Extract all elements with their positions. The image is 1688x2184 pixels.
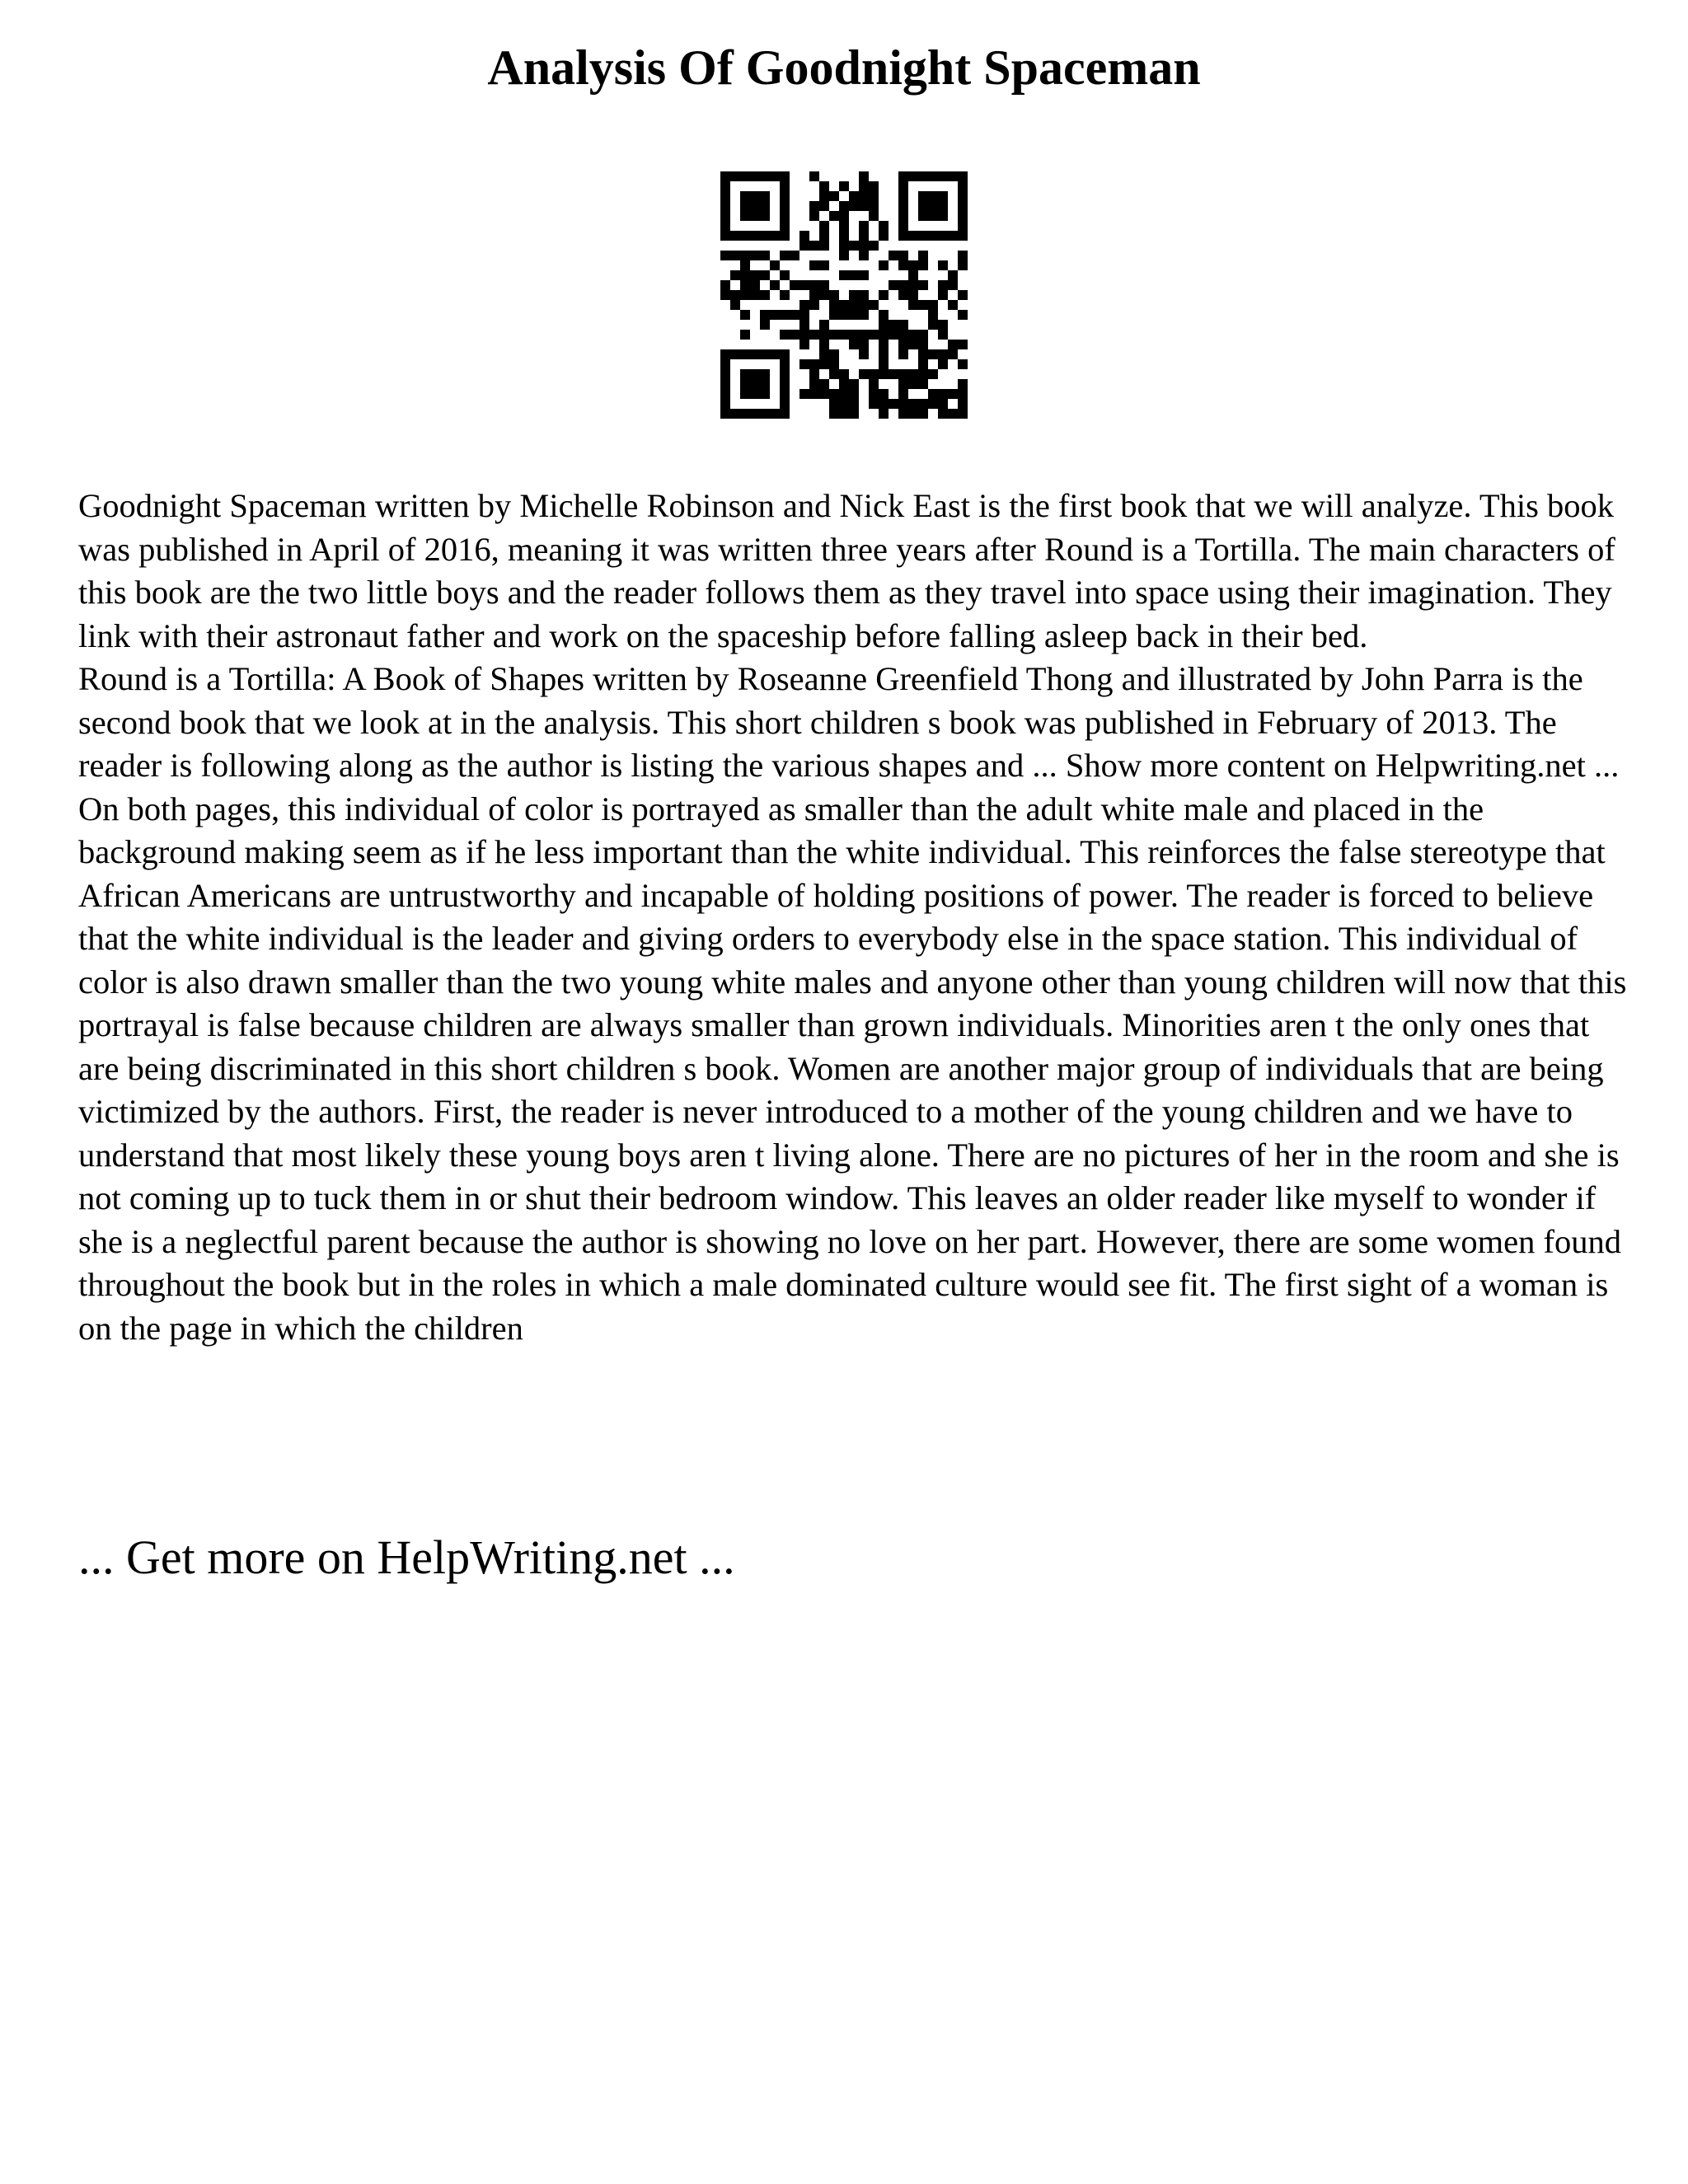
qr-code-icon [720,171,968,419]
page-title: Analysis Of Goodnight Spaceman [487,40,1201,95]
paragraph-second-book: Round is a Tortilla: A Book of Shapes written by Roseanne Greenfield Thong and illustrated by John Parra is the second book that we look at in the analysis. This short children s book was published in February of 2013. The reader is following along as the author is listing the various shapes and ... Show more content on Helpwriting.net ... [78,660,1620,784]
paragraph-analysis: On both pages, this individual of color is portrayed as smaller than the adult white male and placed in the background making seem as if he less important than the white individual. This reinforces the false stereotype that African Americans are untrustworthy and incapable of holding positions of power. The reader is forced to believe that the white individual is the leader and giving orders to everybody else in the space station. This individual of color is also drawn smaller than the two young white males and anyone other than young children will now that this portrayal is false because children are always smaller than grown individuals. Minorities aren t the only ones that are being discriminated in this short children s book. Women are another major group of individuals that are being victimized by the authors. First, the reader is never introduced to a mother of the young children and we have to understand that most likely these young boys aren t living alone. There are no pictures of her in the room and she is not coming up to tuck them in or shut their bedroom window. This leaves an older reader like myself to wonder if she is a neglectful parent because the author is showing no love on her part. However, there are some women found throughout the book but in the roles in which a male dominated culture would see fit. The first sight of a woman is on the page in which the children [78,790,1627,1347]
paragraph-intro: Goodnight Spaceman written by Michelle Robinson and Nick East is the first book that we will analyze. This book was published in April of 2016, meaning it was written three years after Round is a Tortilla. The main characters of this book are the two little boys and the reader follows them as they travel into space using their imagination. They link with their astronaut father and work on the spaceship before falling asleep back in their bed. [78,487,1615,654]
article-body [78,485,1628,1350]
get-more-link[interactable]: ... Get more on HelpWriting.net ... [78,1530,735,1584]
